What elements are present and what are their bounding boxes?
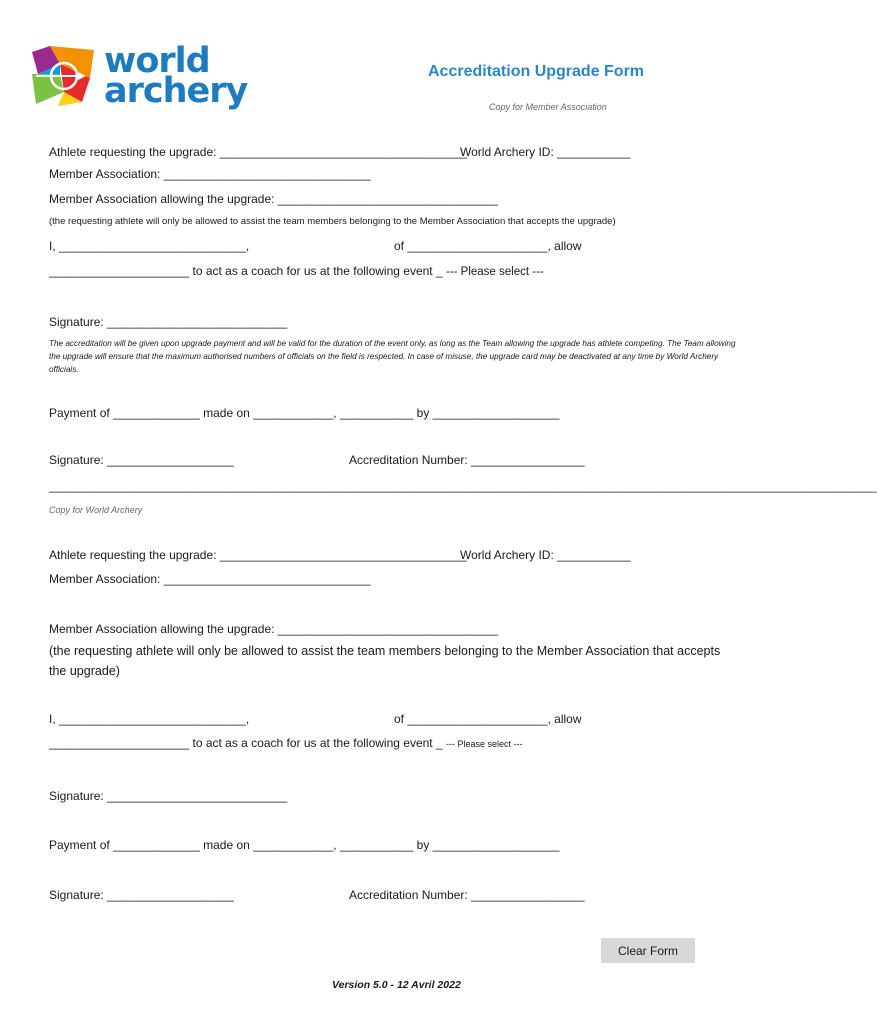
world-archery-logo: [30, 41, 248, 111]
upgrade-note-2: (the requesting athlete will only be allowed to assist the team members belonging to the Member Association that accepts the upgrade): [49, 644, 721, 678]
copy-member-label: Copy for Member Association: [489, 102, 607, 112]
event-select-2[interactable]: --- Please select ---: [445, 739, 523, 749]
accreditation-number-field-2[interactable]: Accreditation Number: _________________: [349, 888, 585, 902]
payment-field-2[interactable]: Payment of _____________ made on ____________, ___________ by ___________________: [49, 838, 560, 852]
payment-field[interactable]: Payment of _____________ made on ____________, ___________ by ___________________: [49, 406, 560, 420]
coach-line: [49, 264, 544, 278]
disclaimer-text: The accreditation will be given upon upgrade payment and will be valid for the duration of the event only, as long as the Team allowing the upgrade has athlete competing. The Team allowing the upgrade will ensure that the maximum authorised numbers of officials on the field is respected. In case of misuse, the upgrade card may be deactivated at any time by World Archery officials.: [49, 339, 736, 374]
athlete-field[interactable]: Athlete requesting the upgrade: _____________________________________: [49, 145, 467, 159]
member-association-field[interactable]: Member Association: _______________________________: [49, 167, 371, 181]
allowing-association-field[interactable]: Member Association allowing the upgrade: _________________________________: [49, 192, 499, 206]
accreditation-number-field[interactable]: Accreditation Number: _________________: [349, 453, 585, 467]
logo-word-archery: archery: [104, 71, 248, 111]
coach-name-field-2[interactable]: _____________________ to act as a coach for us at the following event _: [49, 736, 443, 750]
clear-form-button[interactable]: Clear Form: [601, 938, 695, 963]
i-name-field-2[interactable]: I, ____________________________,: [49, 712, 250, 726]
signature-field[interactable]: Signature: ___________________________: [49, 315, 288, 329]
world-archery-id-field[interactable]: World Archery ID: ___________: [460, 145, 631, 159]
of-field-2[interactable]: of _____________________, allow: [394, 712, 582, 726]
coach-line-2: [49, 736, 523, 750]
i-name-field[interactable]: I, ____________________________,: [49, 239, 250, 253]
of-field[interactable]: of _____________________, allow: [394, 239, 582, 253]
coach-name-field[interactable]: _____________________ to act as a coach for us at the following event _: [49, 264, 443, 278]
world-archery-id-field-2[interactable]: World Archery ID: ___________: [460, 548, 631, 562]
logo-mark-icon: [30, 44, 98, 108]
version-label: Version 5.0 - 12 Avril 2022: [332, 979, 461, 991]
member-association-field-2[interactable]: Member Association: _______________________________: [49, 572, 371, 586]
allowing-association-field-2[interactable]: Member Association allowing the upgrade: _________________________________: [49, 622, 499, 636]
athlete-field-2[interactable]: Athlete requesting the upgrade: _____________________________________: [49, 548, 467, 562]
separator-line: ____________________________________________________________________________________________________________________________: [49, 479, 877, 493]
signature2-field-2[interactable]: Signature: ___________________: [49, 888, 234, 902]
logo-word-world: world: [104, 41, 210, 81]
copy-world-label: Copy for World Archery: [49, 505, 143, 515]
upgrade-note: (the requesting athlete will only be allowed to assist the team members belonging to the Member Association that accepts the upgrade): [49, 216, 616, 227]
form-title: Accreditation Upgrade Form: [428, 63, 645, 80]
signature2-field[interactable]: Signature: ___________________: [49, 453, 234, 467]
signature-field-2[interactable]: Signature: ___________________________: [49, 789, 288, 803]
event-select[interactable]: --- Please select ---: [445, 266, 544, 278]
